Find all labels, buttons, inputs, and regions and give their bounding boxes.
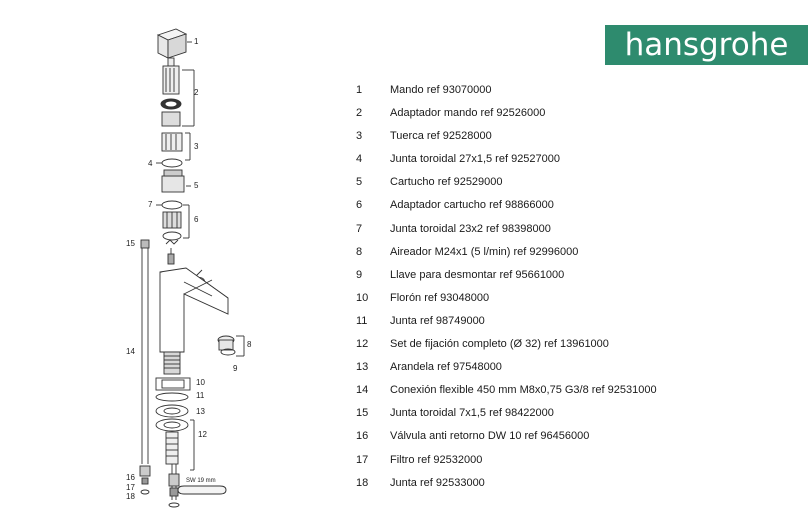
callout-1: 1 bbox=[194, 37, 199, 46]
callout-6: 6 bbox=[194, 215, 199, 224]
part-description: Adaptador mando ref 92526000 bbox=[390, 107, 546, 120]
part-description: Válvula anti retorno DW 10 ref 96456000 bbox=[390, 430, 590, 443]
part-description: Junta toroidal 23x2 ref 98398000 bbox=[390, 222, 551, 235]
callout-17: 17 bbox=[126, 483, 135, 492]
list-item bbox=[356, 428, 796, 451]
part-description: Cartucho ref 92529000 bbox=[390, 176, 503, 189]
callout-7: 7 bbox=[148, 200, 153, 209]
part-number: 13 bbox=[356, 361, 369, 374]
list-item bbox=[356, 82, 796, 105]
part-description: Adaptador cartucho ref 98866000 bbox=[390, 199, 554, 212]
list-item bbox=[356, 197, 796, 220]
part-description: Junta ref 98749000 bbox=[390, 314, 485, 327]
exploded-view-drawing bbox=[118, 18, 268, 523]
callout-13: 13 bbox=[196, 407, 205, 416]
list-item bbox=[356, 128, 796, 151]
callout-2: 2 bbox=[194, 88, 199, 97]
list-item bbox=[356, 382, 796, 405]
part-number: 17 bbox=[356, 453, 369, 466]
callout-14: 14 bbox=[126, 347, 135, 356]
part-description: Junta toroidal 7x1,5 ref 98422000 bbox=[390, 407, 554, 420]
part-number: 5 bbox=[356, 176, 363, 189]
list-item bbox=[356, 105, 796, 128]
part-description: Mando ref 93070000 bbox=[390, 84, 492, 96]
part-description: Junta ref 92533000 bbox=[390, 476, 485, 489]
list-item bbox=[356, 267, 796, 290]
list-item bbox=[356, 174, 796, 197]
part-number: 14 bbox=[356, 384, 369, 397]
part-description: Junta toroidal 27x1,5 ref 92527000 bbox=[390, 153, 561, 166]
part-description: Arandela ref 97548000 bbox=[390, 361, 502, 374]
list-item bbox=[356, 359, 796, 382]
hansgrohe-logo: hansgrohe bbox=[605, 25, 808, 65]
handle-part bbox=[158, 29, 186, 58]
part-number: 10 bbox=[356, 291, 369, 304]
list-item bbox=[356, 313, 796, 336]
callout-15: 15 bbox=[126, 239, 135, 248]
part-number: 3 bbox=[356, 130, 363, 143]
callout-10: 10 bbox=[196, 378, 205, 387]
parts-list bbox=[356, 82, 796, 498]
callout-11: 11 bbox=[196, 391, 205, 400]
part-number: 15 bbox=[356, 407, 369, 420]
callout-9: 9 bbox=[233, 364, 238, 373]
list-item bbox=[356, 452, 796, 475]
list-item bbox=[356, 221, 796, 244]
part-number: 4 bbox=[356, 153, 363, 166]
part-description: Filtro ref 92532000 bbox=[390, 453, 483, 466]
wrench-size-label: SW 19 mm bbox=[186, 478, 216, 484]
part-description: Florón ref 93048000 bbox=[390, 291, 490, 304]
part-number: 8 bbox=[356, 245, 363, 258]
list-item bbox=[356, 151, 796, 174]
part-number: 7 bbox=[356, 222, 363, 235]
part-number: 9 bbox=[356, 268, 363, 281]
part-number: 2 bbox=[356, 107, 363, 120]
list-item bbox=[356, 336, 796, 359]
part-number: 6 bbox=[356, 199, 363, 212]
callout-16: 16 bbox=[126, 473, 135, 482]
part-description: Set de fijación completo (Ø 32) ref 13961000 bbox=[390, 338, 609, 351]
callout-5: 5 bbox=[194, 181, 199, 190]
list-item bbox=[356, 244, 796, 267]
list-item bbox=[356, 405, 796, 428]
part-number: 18 bbox=[356, 476, 369, 489]
list-item bbox=[356, 475, 796, 498]
part-description: Tuerca ref 92528000 bbox=[390, 130, 492, 143]
part-number: 11 bbox=[356, 314, 368, 327]
callout-18: 18 bbox=[126, 492, 135, 501]
callout-4: 4 bbox=[148, 159, 153, 168]
callout-8: 8 bbox=[247, 340, 252, 349]
part-description: Llave para desmontar ref 95661000 bbox=[390, 268, 565, 281]
part-number: 1 bbox=[356, 84, 363, 96]
part-number: 16 bbox=[356, 430, 369, 443]
part-description: Conexión flexible 450 mm M8x0,75 G3/8 ref 92531000 bbox=[390, 384, 657, 397]
part-number: 12 bbox=[356, 338, 369, 351]
callout-12: 12 bbox=[198, 430, 207, 439]
callout-3: 3 bbox=[194, 142, 199, 151]
list-item bbox=[356, 290, 796, 313]
part-description: Aireador M24x1 (5 l/min) ref 92996000 bbox=[390, 245, 579, 258]
